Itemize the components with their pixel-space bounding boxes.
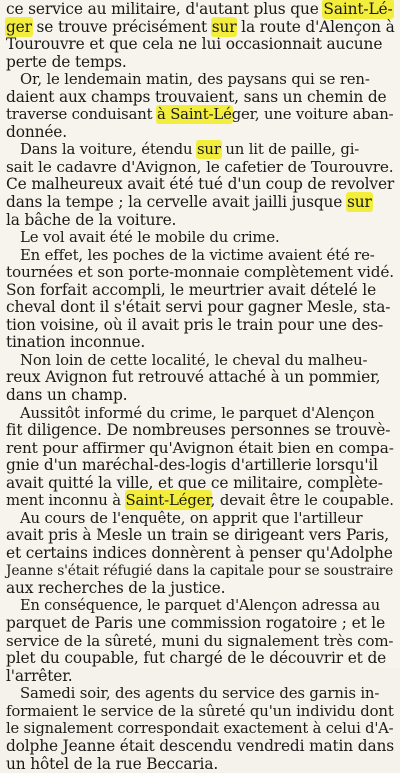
text-run: aux recherches de la justice. xyxy=(6,579,226,598)
text-run: dans un champ. xyxy=(6,386,128,405)
text-line xyxy=(6,703,394,721)
article-paragraph xyxy=(6,1,394,71)
text-line xyxy=(6,141,394,159)
text-line xyxy=(6,352,394,370)
text-run: sait le cadavre d'Avignon, le cafetier de Tourouvre. xyxy=(6,157,394,176)
text-line xyxy=(6,633,394,651)
text-line xyxy=(6,650,394,668)
text-line xyxy=(6,668,394,686)
text-run: ger, une voiture aban- xyxy=(231,106,394,124)
text-run: et certains indices donnèrent à penser qu'Adolphe xyxy=(6,543,393,562)
text-line xyxy=(6,756,394,773)
text-run: formaient le service de la sûreté qu'un individu dont xyxy=(6,701,394,720)
text-line xyxy=(6,282,394,300)
article-paragraph xyxy=(6,229,394,247)
text-run: avait pris à Mesle un train se dirigeant vers Paris, xyxy=(6,526,390,545)
text-line xyxy=(6,545,394,563)
text-line xyxy=(6,720,394,738)
text-run: Jeanne s'était réfugié dans la capitale pour se soustraire xyxy=(6,562,394,579)
text-line xyxy=(6,229,394,247)
text-run: cheval dont il s'était servi pour gagner Mesle, sta- xyxy=(6,298,391,317)
text-run: Non loin de cette localité, le cheval du malheu- xyxy=(20,351,368,369)
text-line xyxy=(6,124,394,142)
article-paragraph xyxy=(6,510,394,598)
article-paragraph xyxy=(6,598,394,686)
text-line xyxy=(6,264,394,282)
text-run: Ce malheureux avait été tué d'un coup de revolver xyxy=(6,175,395,194)
text-line xyxy=(6,247,394,265)
text-run: un lit de paille, gi- xyxy=(220,141,360,159)
search-highlight: Saint-Lé- xyxy=(323,0,393,18)
text-line xyxy=(6,317,394,335)
text-line xyxy=(6,369,394,387)
text-run: Au cours de l'enquête, on apprit que l'artilleur xyxy=(20,509,363,527)
search-highlight: Saint-Léger xyxy=(125,491,211,510)
text-line xyxy=(6,176,394,194)
article-paragraph xyxy=(6,247,394,352)
text-line xyxy=(6,475,394,493)
text-run: tion voisine, où il avait pris le train pour une des- xyxy=(6,315,384,334)
text-line xyxy=(6,89,394,107)
text-run: donnée. xyxy=(6,122,68,141)
text-run: dans la tempe ; la cervelle avait jailli jusque xyxy=(6,193,347,212)
text-line xyxy=(6,563,394,581)
text-run: En conséquence, le parquet d'Alençon adressa au xyxy=(20,597,380,614)
text-line xyxy=(6,580,394,598)
text-line xyxy=(6,615,394,633)
text-line xyxy=(6,54,394,72)
text-run: rent pour affirmer qu'Avignon était bien en compa- xyxy=(6,438,394,457)
text-run: ment inconnu à xyxy=(6,491,126,510)
text-run: daient aux champs trouvaient, sans un chemin de xyxy=(6,87,387,106)
text-run: parquet de Paris une commission rogatoire ; et le xyxy=(6,614,386,633)
text-line xyxy=(6,510,394,528)
search-highlight: ger xyxy=(6,17,32,36)
text-run: reux Avignon fut retrouvé attaché à un pommier, xyxy=(6,368,381,387)
article-body xyxy=(6,1,394,773)
text-run: gnie d'un maréchal-des-logis d'artillerie lorsqu'il xyxy=(6,456,378,475)
search-highlight: sur xyxy=(211,17,237,36)
text-line xyxy=(6,106,394,124)
text-run: tination inconnue. xyxy=(6,333,146,352)
text-line xyxy=(6,527,394,545)
text-run: Tourouvre et que cela ne lui occasionnait aucune xyxy=(6,35,383,54)
text-run: Dans la voiture, étendu xyxy=(20,141,197,159)
text-run: perte de temps. xyxy=(6,52,127,71)
article-paragraph xyxy=(6,352,394,405)
text-run: fit diligence. De nombreuses personnes se trouvè- xyxy=(6,421,391,440)
text-line xyxy=(6,738,394,756)
text-run: un hôtel de la rue Beccaria. xyxy=(6,754,219,773)
text-line xyxy=(6,492,394,510)
text-run: la route d'Alençon à xyxy=(236,17,395,36)
text-run: le signalement correspondait exactement à celui d'A- xyxy=(6,720,394,738)
text-line xyxy=(6,194,394,212)
text-run: plet du coupable, fut chargé de le découvrir et de xyxy=(6,649,387,668)
text-run: Aussitôt informé du crime, le parquet d'Alençon xyxy=(20,404,375,422)
text-run: Son forfait accompli, le meurtrier avait dételé le xyxy=(6,280,377,299)
text-line xyxy=(6,36,394,54)
text-line xyxy=(6,422,394,440)
text-line xyxy=(6,299,394,317)
search-highlight: sur xyxy=(346,193,372,212)
text-run: ce service au militaire, d'autant plus que xyxy=(6,0,324,18)
text-line xyxy=(6,159,394,177)
text-line xyxy=(6,598,394,616)
article-paragraph xyxy=(6,685,394,773)
text-line xyxy=(6,19,394,37)
text-line xyxy=(6,685,394,703)
text-run: Or, le lendemain matin, des paysans qui se ren- xyxy=(20,71,370,89)
text-run: , devait être le coupable. xyxy=(210,491,394,510)
article-paragraph xyxy=(6,405,394,510)
article-paragraph xyxy=(6,141,394,229)
text-run: tournées et son porte-monnaie complètement vidé. xyxy=(6,263,394,282)
text-run: dolphe Jeanne était descendu vendredi matin dans xyxy=(6,736,394,755)
text-run: avait quitté la ville, et que ce militaire, complète- xyxy=(6,473,383,492)
text-line xyxy=(6,71,394,89)
article-paragraph xyxy=(6,71,394,141)
text-line xyxy=(6,387,394,405)
text-run: Samedi soir, des agents du service des garnis in- xyxy=(20,685,380,703)
text-run: l'arrêter. xyxy=(6,666,73,685)
text-run: service de la sûreté, muni du signalement très com- xyxy=(6,631,394,650)
text-run: En effet, les poches de la victime avaient été re- xyxy=(20,246,375,264)
text-run: la bâche de la voiture. xyxy=(6,210,177,229)
text-line xyxy=(6,457,394,475)
text-run: se trouve précisément xyxy=(31,17,212,36)
text-line xyxy=(6,212,394,230)
text-line xyxy=(6,405,394,423)
text-line xyxy=(6,440,394,458)
text-run: traverse conduisant xyxy=(6,106,157,124)
text-line xyxy=(6,1,394,19)
search-highlight: à Saint-Lé xyxy=(156,106,232,124)
text-line xyxy=(6,334,394,352)
search-highlight: sur xyxy=(196,141,221,159)
text-run: Le vol avait été le mobile du crime. xyxy=(20,229,280,247)
